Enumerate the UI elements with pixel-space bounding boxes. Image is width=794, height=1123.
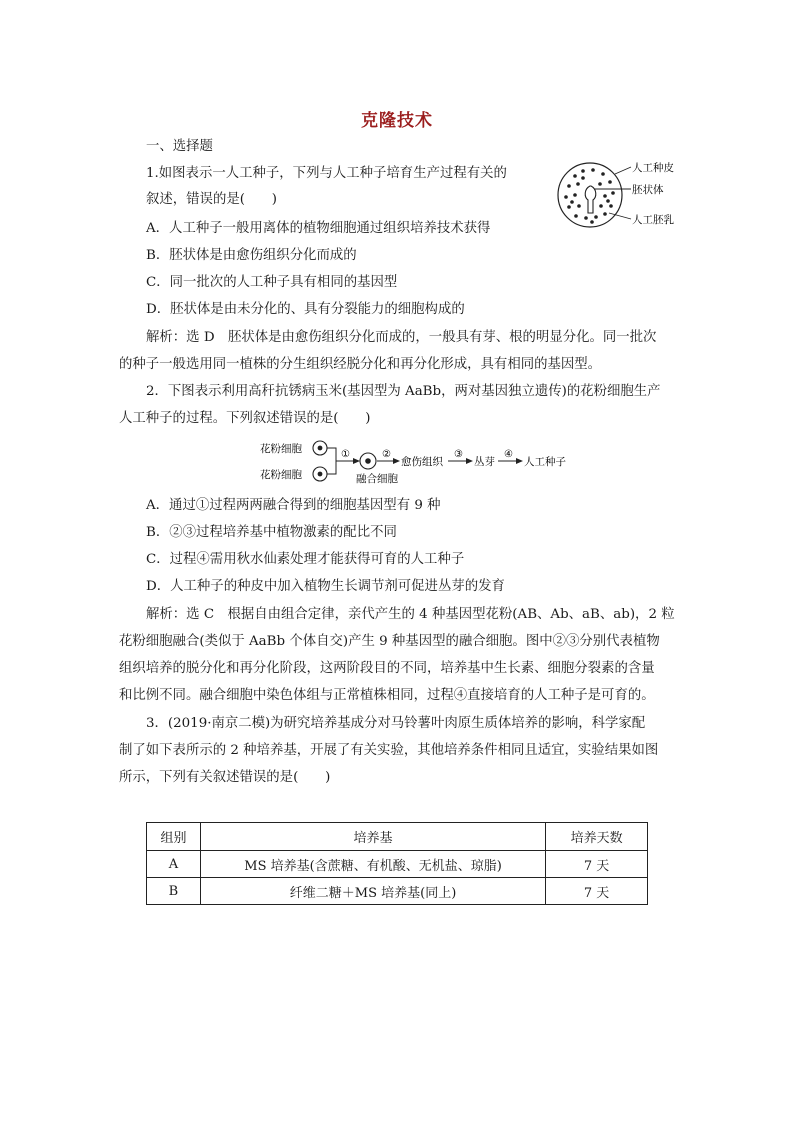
page-title: 克隆技术	[361, 111, 433, 131]
table-row	[147, 851, 648, 878]
q2-analysis-line1: 解析：选 C 根据自由组合定律，亲代产生的 4 种基因型花粉(AB、Ab、aB、ab)，2 粒	[146, 607, 675, 622]
q3-stem-line2: 制了如下表所示的 2 种培养基，开展了有关实验，其他培养条件相同且适宜，实验结果如图	[119, 743, 659, 758]
callus-label: 愈伤组织	[401, 456, 443, 468]
step-4-label: ④	[504, 449, 513, 460]
label-endosperm: 人工胚乳	[632, 214, 674, 226]
q2-analysis-line2: 花粉细胞融合(类似于 AaBb 个体自交)产生 9 种基因型的融合细胞。图中②③分别代表植物	[119, 634, 660, 649]
q1-option-c: C．同一批次的人工种子具有相同的基因型	[146, 275, 398, 290]
pollen-cell-label-bottom: 花粉细胞	[260, 469, 302, 481]
header-days: 培养天数	[546, 823, 648, 851]
shoots-label: 丛芽	[474, 456, 495, 468]
q1-option-d: D．胚状体是由未分化的、具有分裂能力的细胞构成的	[146, 302, 465, 317]
q1-option-b: B．胚状体是由愈伤组织分化而成的	[146, 248, 357, 263]
label-seed-coat: 人工种皮	[632, 162, 674, 174]
q1-analysis-line2: 的种子一般选用同一植株的分生组织经脱分化和再分化形成，具有相同的基因型。	[119, 357, 602, 372]
table-cell: B	[147, 878, 201, 905]
pollen-cell-label-top: 花粉细胞	[260, 443, 302, 455]
section-heading: 一、选择题	[146, 139, 213, 154]
fused-cell-label: 融合细胞	[356, 473, 398, 485]
step-3-label: ③	[454, 449, 463, 460]
table-cell: MS 培养基(含蔗糖、有机酸、无机盐、琼脂)	[200, 851, 545, 878]
q2-stem-line2: 人工种子的过程。下列叙述错误的是( )	[119, 411, 371, 426]
table-cell: A	[147, 851, 201, 878]
header-group: 组别	[147, 823, 201, 851]
q3-stem-line3: 所示，下列有关叙述错误的是( )	[119, 770, 331, 785]
q2-option-d: D．人工种子的种皮中加入植物生长调节剂可促进丛芽的发育	[146, 579, 505, 594]
q1-stem-line2: 叙述，错误的是( )	[146, 192, 277, 207]
table-cell: 纤维二糖＋MS 培养基(同上)	[200, 878, 545, 905]
pollen-fusion-process-diagram	[258, 436, 578, 486]
q2-analysis-line3: 组织培养的脱分化和再分化阶段，这两阶段目的不同，培养基中生长素、细胞分裂素的含量	[119, 661, 655, 676]
header-medium: 培养基	[200, 823, 545, 851]
q1-analysis-line1: 解析：选 D 胚状体是由愈伤组织分化而成的，一般具有芽、根的明显分化。同一批次	[146, 330, 657, 345]
artificial-seed-label: 人工种子	[524, 456, 566, 468]
q2-option-c: C．过程④需用秋水仙素处理才能获得可育的人工种子	[146, 552, 465, 567]
medium-table	[146, 822, 648, 905]
q1-option-a: A．人工种子一般用离体的植物细胞通过组织培养技术获得	[146, 221, 491, 236]
step-1-label: ①	[341, 449, 350, 460]
table-header-row	[147, 823, 648, 851]
table-cell: 7 天	[546, 851, 648, 878]
label-embryoid: 胚状体	[632, 184, 664, 196]
q2-analysis-line4: 和比例不同。融合细胞中染色体组与正常植株相同，过程④直接培育的人工种子是可育的。	[119, 688, 655, 703]
q1-stem-line1: 1.如图表示一人工种子，下列与人工种子培育生产过程有关的	[146, 166, 507, 181]
q2-option-b: B．②③过程培养基中植物激素的配比不同	[146, 525, 397, 540]
q3-stem-line1: 3．(2019·南京二模)为研究培养基成分对马铃薯叶肉原生质体培养的影响，科学家配	[146, 716, 646, 731]
q2-stem-line1: 2．下图表示利用高秆抗锈病玉米(基因型为 AaBb，两对基因独立遗传)的花粉细胞生产	[146, 384, 661, 399]
artificial-seed-diagram	[553, 156, 683, 234]
table-cell: 7 天	[546, 878, 648, 905]
q2-option-a: A．通过①过程两两融合得到的细胞基因型有 9 种	[146, 498, 441, 513]
table-row	[147, 878, 648, 905]
embryoid-shape	[585, 186, 596, 213]
step-2-label: ②	[382, 449, 391, 460]
